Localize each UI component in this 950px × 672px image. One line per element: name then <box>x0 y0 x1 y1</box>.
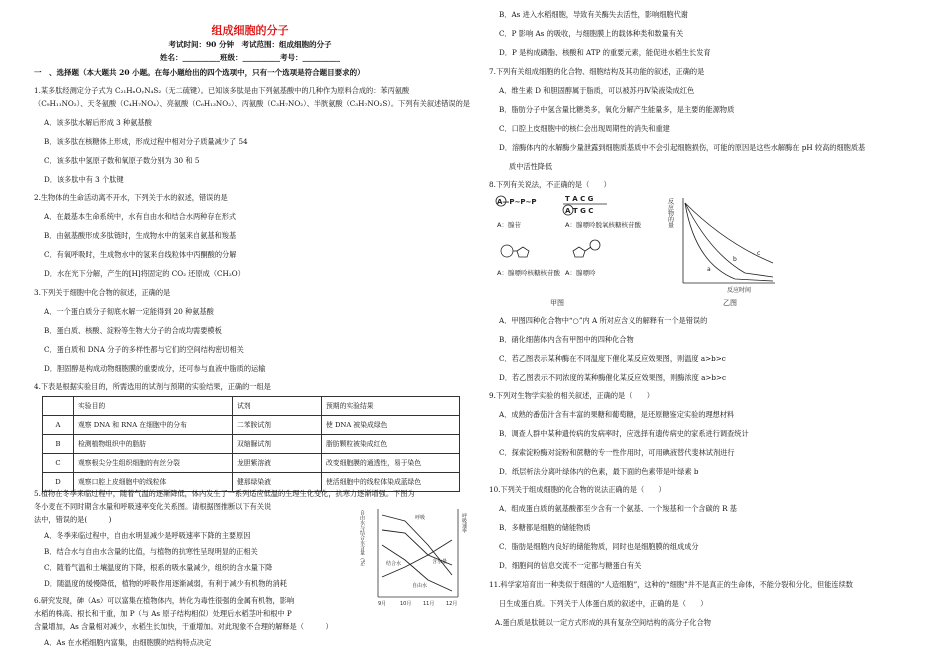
q5-series-label: 自由水 <box>412 583 428 589</box>
q9-option-d: D．纸层析法分离叶绿体内的色素，最下面的色素带是叶绿素 b <box>499 467 699 476</box>
q11-option-a: A.蛋白质是肽链以一定方式形成的具有复杂空间结构的高分子化合物 <box>495 618 711 627</box>
q3-option-c: C．蛋白质和 DNA 分子的多样性都与它们的空间结构密切相关 <box>44 345 244 354</box>
q2-option-a: A．在最基本生命系统中，水有自由水和结合水两种存在形式 <box>44 212 237 221</box>
q1-option-d: D．该多肽中有 3 个肽键 <box>44 175 124 184</box>
q6-option-b: B．As 进入水稻细胞，导致有关酶失去活性，影响细胞代谢 <box>499 10 688 19</box>
q6-stem-cont: 水稻的株高、根长和干重，加 P（与 As 原子结构相似）处理后水稻茎叶和根中 P <box>34 609 292 618</box>
q9-option-c: C．探索淀粉酶对淀粉和蔗糖的专一性作用时，可用碘液替代斐林试剂进行 <box>499 448 735 457</box>
q8-chart-ylabel: 反应物的量 <box>666 198 674 228</box>
table-row <box>43 416 460 435</box>
q3-option-a: A．一个蛋白质分子彻底水解一定能得到 20 种氨基酸 <box>44 307 214 316</box>
table-cell: 观察口腔上皮细胞中的线粒体 <box>74 473 233 492</box>
q5-option-d: D．随温度的缓慢降低，植物的呼吸作用逐渐减弱，有利于减少有机物的消耗 <box>44 579 287 588</box>
q6-option-a: A．As 在水稻细胞内富集，由细胞膜的结构特点决定 <box>44 638 212 647</box>
table-cell: 双缩脲试剂 <box>233 435 322 454</box>
q10-option-d: D．细胞间的信息交流不一定都与糖蛋白有关 <box>499 561 642 570</box>
q1-option-a: A．该多肽水解后形成 3 种氨基酸 <box>44 118 152 127</box>
q8-chart-xlabel: 反应时间 <box>727 287 752 294</box>
table-header-cell: 预期的实验结果 <box>322 397 460 416</box>
q8-dna-strand1: T A C G <box>565 195 594 203</box>
q5-figure <box>360 505 470 610</box>
section-heading: 一 、选择题（本大题共 20 小题。在每小题给出的四个选项中，只有一个选项是符合题目要求的） <box>34 68 365 77</box>
q5-xtick: 9月 <box>378 601 387 607</box>
q1-option-b: B．该多肽在核糖体上形成，形成过程中相对分子质量减少了 54 <box>44 137 248 146</box>
table-header-row <box>43 397 460 416</box>
q1-option-c: C．该多肽中氢原子数和氧原子数分别为 30 和 5 <box>44 156 200 165</box>
student-info-line: 姓名：__________班级：__________考号：__________ <box>160 53 340 62</box>
q8-label-c: A：腺嘌呤核糖核苷酸 <box>497 269 560 277</box>
table-header-cell: 实验目的 <box>74 397 233 416</box>
q9-option-b: B．调查人群中某种遗传病的发病率时，应选择有遗传病史的家系进行调查统计 <box>499 429 749 438</box>
table-cell: B <box>43 435 74 454</box>
q11-stem: 11.科学家培育出一种类似于细菌的“人造细胞”，这种的“细胞”并不是真正的生命体，不能分裂和分化，但能连续数 <box>489 580 853 589</box>
table-cell: 观察 DNA 和 RNA 在细胞中的分布 <box>74 416 233 435</box>
q8-curve-label: b <box>733 256 737 263</box>
q8-curve-label: a <box>707 266 711 273</box>
table-cell: 脂肪颗粒被染成红色 <box>322 435 460 454</box>
q1-stem: 1.某多肽经测定分子式为 C₂₁HₓOᵧN₄S₂（无二硫键）。已知该多肽是由下列氨基酸中的几种作为原料合成的：苯丙氨酸 <box>34 86 410 95</box>
q3-stem: 3.下列关于细胞中化合物的叙述，正确的是 <box>34 288 171 297</box>
q5-figure-ylabel2: 呼吸速率 <box>461 513 467 533</box>
q6-option-c: C．P 影响 As 的吸收，与细胞膜上的载体种类和数量有关 <box>499 29 684 38</box>
q3-option-d: D．胆固醇是构成动物细胞膜的重要成分，还可参与血液中脂质的运输 <box>44 364 266 373</box>
exam-meta: 考试时间：90 分钟 考试范围：组成细胞的分子 <box>168 40 332 49</box>
q6-stem: 6.研究发现，砷（As）可以富集在植物体内，转化为毒性很强的金属有机物，影响 <box>34 596 295 605</box>
q2-option-d: D．水在光下分解，产生的[H]将固定的 CO₂ 还原成（CH₂O） <box>44 269 245 278</box>
q10-option-b: B．多糖都是细胞的储能物质 <box>499 523 591 532</box>
q7-option-a: A．维生素 D 和胆固醇属于脂质，可以被苏丹Ⅳ染液染成红色 <box>499 86 695 95</box>
q8-nucleotide-sugar <box>573 247 585 257</box>
q6-option-d: D．P 是构成磷脂、核酸和 ATP 的重要元素，能促进水稻生长发育 <box>499 48 711 57</box>
table-header-cell <box>43 397 74 416</box>
q6-stem-cont2: 含量增加，As 含量相对减少，水稻生长加快，干重增加。对此现象不合理的解释是（ ） <box>34 622 333 631</box>
table-header-cell: 试剂 <box>233 397 322 416</box>
q4-stem: 4.下表是根据实验目的，所需选用的试剂与预期的实验结果，正确的一组是 <box>34 382 271 391</box>
q8-nucleotide-bond <box>585 247 591 251</box>
q8-option-c: C．若乙图表示某种酶在不同温度下催化某反应效果图，则温度 a>b>c <box>499 354 726 363</box>
q8-caption-yi: 乙图 <box>723 299 737 307</box>
q8-nucleotide-sugar <box>517 247 529 257</box>
q2-stem: 2.生物体的生命活动离不开水，下列关于水的叙述，错误的是 <box>34 193 228 202</box>
q8-figure <box>495 193 795 311</box>
q2-option-b: B．由氨基酸形成多肽链时，生成物水中的氢来自氨基和羧基 <box>44 231 237 240</box>
q9-stem: 9.下列对生物学实验的相关叙述，正确的是（ ） <box>489 391 654 400</box>
q8-stem: 8.下列有关说法，不正确的是（ ） <box>489 180 611 189</box>
q5-series-label: 结合水 <box>386 561 402 567</box>
q3-option-b: B．蛋白质、核酸、淀粉等生物大分子的合成均需要模板 <box>44 326 222 335</box>
table-cell: A <box>43 416 74 435</box>
q8-curve-b <box>685 203 773 277</box>
q2-option-c: C．有氧呼吸时，生成物水中的氢来自线粒体中丙酮酸的分解 <box>44 250 237 259</box>
q11-stem-cont: 日生成蛋白质。下列关于人体蛋白质的叙述中，正确的是（ ） <box>499 599 708 608</box>
q5-option-c: C．随着气温和土壤温度的下降，根系的吸水量减少，组织的含水量下降 <box>44 563 273 572</box>
q5-xtick: 12月 <box>446 601 458 607</box>
page-title: 组成细胞的分子 <box>211 24 289 37</box>
q8-curve-a <box>685 203 773 281</box>
q8-option-a: A．甲图四种化合物中“○”内 A 所对应含义的解释有一个是错误的 <box>499 316 708 325</box>
q10-option-c: C．脂肪是细胞内良好的储能物质，同时也是细胞膜的组成成分 <box>499 542 699 551</box>
q8-label-a: A：腺苷 <box>497 221 521 229</box>
q8-label-b: A：腺嘌呤脱氧核糖核苷酸 <box>565 221 641 229</box>
table-cell: 健那绿染液 <box>233 473 322 492</box>
q7-option-d-cont: 质中活性降低 <box>509 162 553 171</box>
q8-option-b: B．硝化细菌体内含有甲图中的四种化合物 <box>499 335 634 344</box>
q8-label-d: A：腺嘌呤 <box>565 269 596 277</box>
q5-figure-ylabel: 自由水与结合水含量（%） <box>359 510 365 570</box>
table-cell: 使 DNA 被染成绿色 <box>322 416 460 435</box>
table-cell: 二苯胺试剂 <box>233 416 322 435</box>
q5-series-label: 呼吸 <box>415 515 426 521</box>
table-cell: 观察根尖分生组织细胞的有丝分裂 <box>74 454 233 473</box>
q5-xtick: 11月 <box>423 601 435 607</box>
q5-series-label: 含水量 <box>432 559 448 565</box>
table-cell: 使活细胞中的线粒体染成蓝绿色 <box>322 473 460 492</box>
table-row <box>43 454 460 473</box>
q7-option-b: B．脂肪分子中氢含量比糖类多，氧化分解产生能量多，是主要的能源物质 <box>499 105 735 114</box>
q4-table <box>42 396 460 492</box>
q5-option-b: B．结合水与自由水含量的比值，与植物的抗寒性呈现明显的正相关 <box>44 547 258 556</box>
q8-dna-strand2: A T G C <box>565 207 594 215</box>
q8-option-d: D．若乙图表示不同浓度的某种酶催化某反应效果图，则酶浓度 a>b>c <box>499 373 727 382</box>
q8-nucleotide-base <box>590 240 600 250</box>
q5-stem: 5.植物在冬季来临过程中，随着气温的逐渐降低，体内发生了一系列适应低温的生理生化变化，抗寒力逐渐增强。下图为 <box>34 489 415 498</box>
q10-option-a: A．组成蛋白质的氨基酸都至少含有一个氨基、一个羧基和一个含碳的 R 基 <box>499 504 737 513</box>
table-cell: 龙胆紫溶液 <box>233 454 322 473</box>
q9-option-a: A．成熟的番茄汁含有丰富的果糖和葡萄糖，是还原糖鉴定实验的理想材料 <box>499 410 735 419</box>
table-cell: C <box>43 454 74 473</box>
table-cell: D <box>43 473 74 492</box>
q8-curve-label: c <box>757 250 761 257</box>
table-row <box>43 435 460 454</box>
q8-caption-jia: 甲图 <box>550 299 564 307</box>
q1-stem-cont: （C₉H₁₁NO₂）、天冬氨酸（C₄H₇NO₄）、亮氨酸（C₆H₁₃NO₂）、丙氨酸（C₃H₇NO₂）、半胱氨酸（C₃H₇NO₂S）。下列有关叙述错误的是 <box>34 99 470 108</box>
q7-option-d: D．溶酶体内的水解酶少量泄露到细胞质基质中不会引起细胞损伤，可能的原因是这些水解酶在 pH 较高的细胞质基 <box>499 143 866 152</box>
q7-option-c: C．口腔上皮细胞中的核仁会出现周期性的消失和重建 <box>499 124 670 133</box>
q5-xtick: 10月 <box>400 601 412 607</box>
q10-stem: 10.下列关于组成细胞的化合物的说法正确的是（ ） <box>489 485 666 494</box>
table-cell: 检测植物组织中的脂肪 <box>74 435 233 454</box>
q5-option-a: A．冬季来临过程中，自由水明显减少是呼吸速率下降的主要原因 <box>44 531 251 540</box>
q8-nucleotide-phosphate <box>501 245 513 257</box>
q7-stem: 7.下列有关组成细胞的化合物、细胞结构及其功能的叙述，正确的是 <box>489 67 705 76</box>
q5-stem-cont2: 法中，错误的是( ) <box>34 515 112 524</box>
q8-atp-label: A—P~P~P <box>497 198 537 206</box>
table-cell: 改变细胞膜的通透性，易于染色 <box>322 454 460 473</box>
q5-stem-cont: 冬小麦在不同时期含水量和呼吸速率变化关系图。请根据图推断以下有关说 <box>34 502 272 511</box>
